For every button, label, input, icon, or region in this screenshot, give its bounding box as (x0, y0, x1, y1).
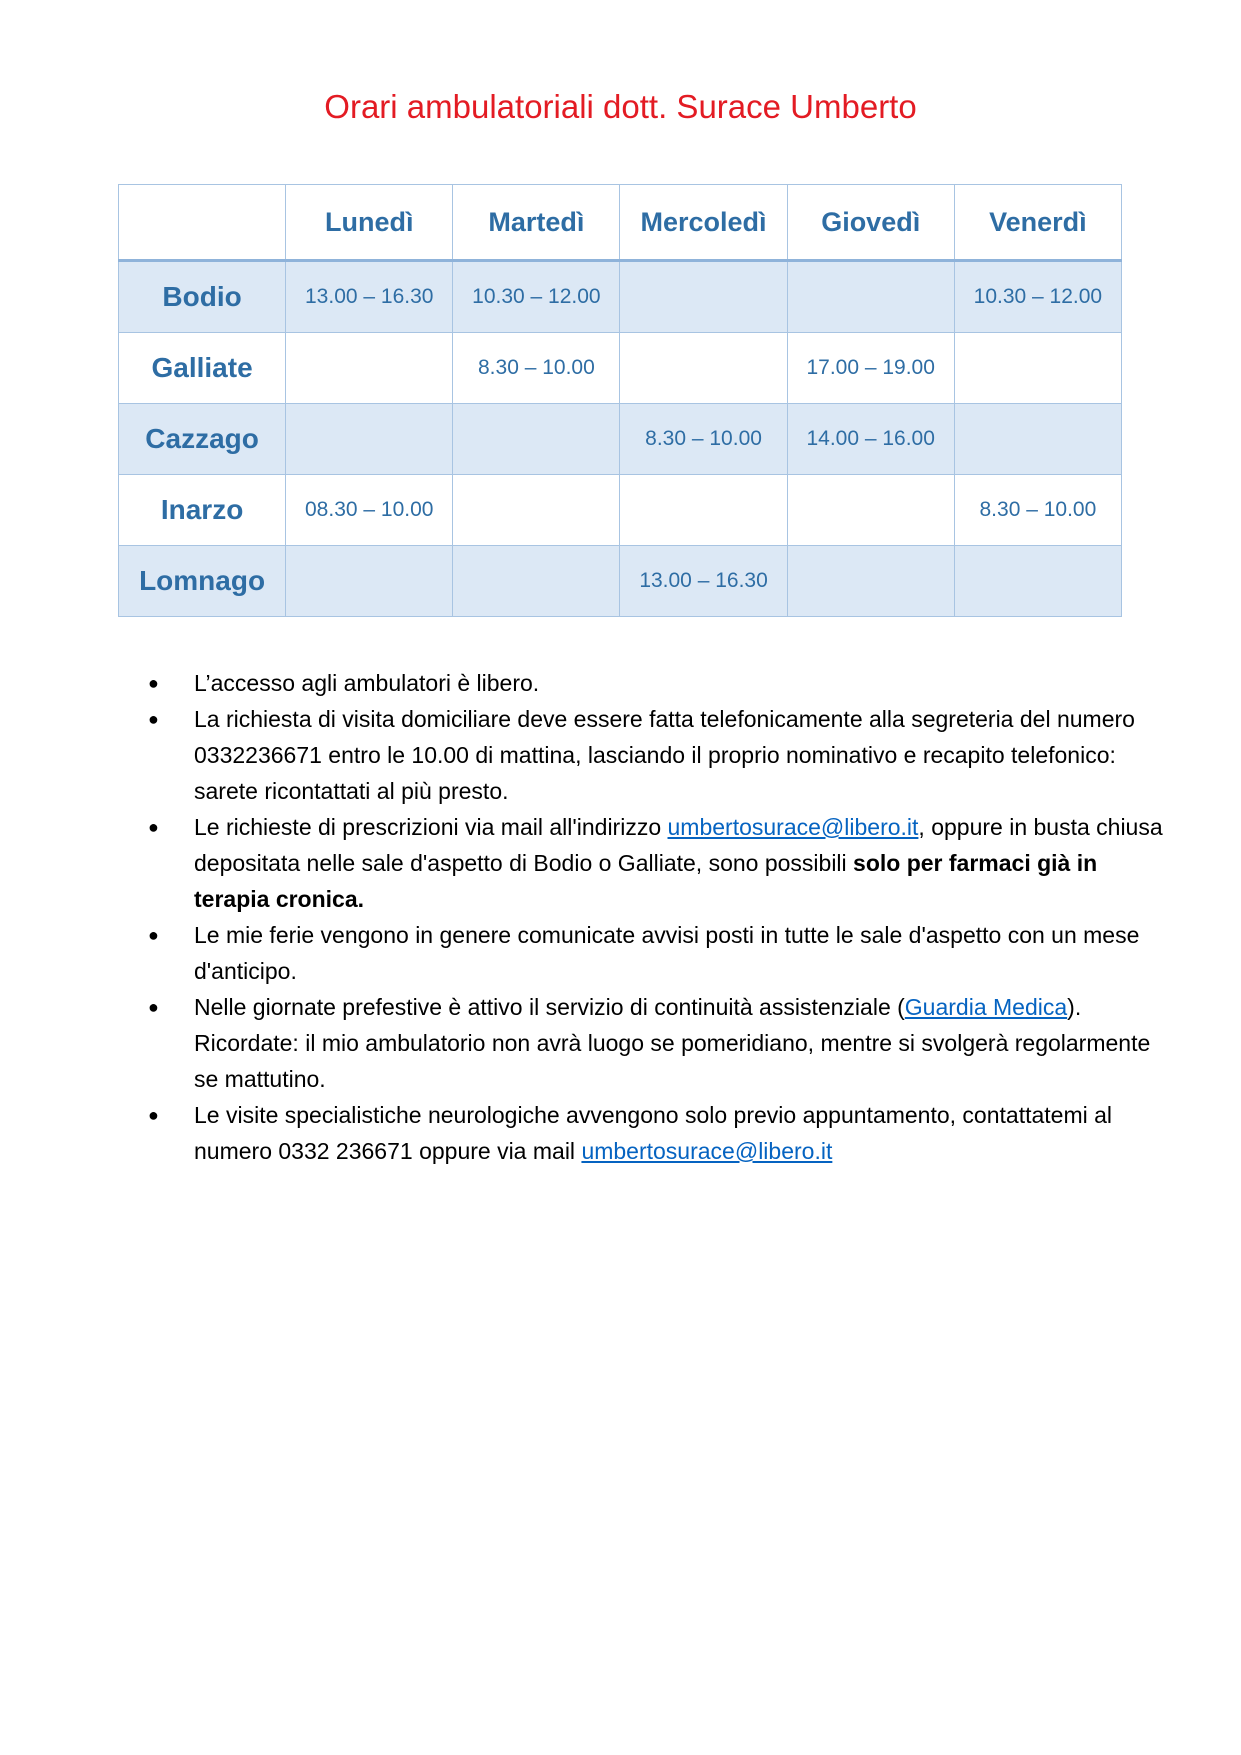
bullet-icon: ● (148, 817, 159, 837)
list-item (148, 809, 1174, 917)
time-cell: 14.00 – 16.00 (787, 404, 954, 475)
time-cell: 8.30 – 10.00 (453, 333, 620, 404)
time-cell: 10.30 – 12.00 (453, 261, 620, 333)
bullet-icon: ● (148, 1105, 159, 1125)
time-cell (954, 404, 1121, 475)
note-text: Le visite specialistiche neurologiche avvengono solo previo appuntamento, contattatemi al numero 0332 236671 oppure via mail (194, 1102, 1113, 1164)
page-title: Orari ambulatoriali dott. Surace Umberto (324, 88, 917, 125)
time-cell: 08.30 – 10.00 (286, 475, 453, 546)
time-cell: 13.00 – 16.30 (286, 261, 453, 333)
table-row (119, 546, 1122, 617)
time-cell (286, 333, 453, 404)
table-header-row (119, 185, 1122, 261)
time-cell (620, 261, 787, 333)
time-cell (787, 546, 954, 617)
time-cell (453, 546, 620, 617)
note-text: Nelle giornate prefestive è attivo il servizio di continuità assistenziale ( (194, 994, 905, 1020)
time-cell: 8.30 – 10.00 (620, 404, 787, 475)
note-bold-text: solo per farmaci già in terapia cronica. (194, 850, 1098, 912)
header-corner (119, 185, 286, 261)
location-label: Bodio (119, 261, 286, 333)
note-text: La richiesta di visita domiciliare deve essere fatta telefonicamente alla segreteria del numero 0332236671 entro le 10.00 di mattina, lasciando il proprio nominativo e recapito telefonico: sarete ricontattati al più presto. (194, 706, 1135, 804)
header-martedi: Martedì (453, 185, 620, 261)
note-text: , oppure in busta chiusa depositata nelle sale d'aspetto di Bodio o Galliate, sono possibili (194, 814, 1163, 876)
header-venerdi: Venerdì (954, 185, 1121, 261)
time-cell (286, 404, 453, 475)
table-row (119, 404, 1122, 475)
time-cell (954, 333, 1121, 404)
header-lunedi: Lunedì (286, 185, 453, 261)
time-cell: 8.30 – 10.00 (954, 475, 1121, 546)
header-giovedi: Giovedì (787, 185, 954, 261)
time-cell (620, 475, 787, 546)
table-row (119, 261, 1122, 333)
note-text: Le mie ferie vengono in genere comunicate avvisi posti in tutte le sale d'aspetto con un mese d'anticipo. (194, 922, 1140, 984)
time-cell (954, 546, 1121, 617)
guardia-medica-link[interactable]: Guardia Medica (904, 994, 1068, 1020)
header-mercoledi: Mercoledì (620, 185, 787, 261)
time-cell (286, 546, 453, 617)
time-cell (453, 404, 620, 475)
time-cell (787, 261, 954, 333)
note-text: Le richieste di prescrizioni via mail all'indirizzo (194, 814, 668, 840)
notes-list (148, 665, 1174, 1169)
email-link[interactable]: umbertosurace@libero.it (581, 1138, 833, 1164)
bullet-icon: ● (148, 709, 159, 729)
note-text: ). Ricordate: il mio ambulatorio non avrà luogo se pomeridiano, mentre si svolgerà regolarmente se mattutino. (194, 994, 1151, 1092)
list-item (148, 665, 1174, 701)
table-row (119, 475, 1122, 546)
time-cell (787, 475, 954, 546)
bullet-icon: ● (148, 925, 159, 945)
location-label: Galliate (119, 333, 286, 404)
note-text: L’accesso agli ambulatori è libero. (194, 670, 540, 696)
location-label: Lomnago (119, 546, 286, 617)
list-item (148, 1097, 1174, 1169)
time-cell: 17.00 – 19.00 (787, 333, 954, 404)
time-cell: 10.30 – 12.00 (954, 261, 1121, 333)
email-link[interactable]: umbertosurace@libero.it (667, 814, 919, 840)
location-label: Cazzago (119, 404, 286, 475)
time-cell (620, 333, 787, 404)
location-label: Inarzo (119, 475, 286, 546)
list-item (148, 989, 1174, 1097)
schedule-table (118, 184, 1122, 617)
bullet-icon: ● (148, 997, 159, 1017)
list-item (148, 917, 1174, 989)
time-cell (453, 475, 620, 546)
time-cell: 13.00 – 16.30 (620, 546, 787, 617)
table-row (119, 333, 1122, 404)
bullet-icon: ● (148, 673, 159, 693)
list-item (148, 701, 1174, 809)
